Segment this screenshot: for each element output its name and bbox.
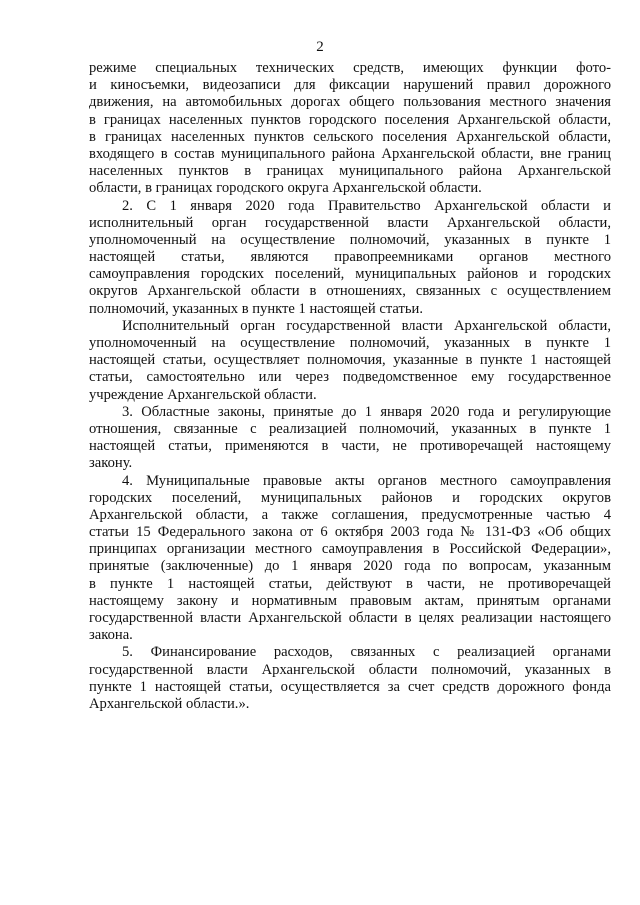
paragraph-item-2: [89, 198, 611, 318]
text-line: отношения, связанные с реализацией полномочий, указанных в пункте 1: [89, 420, 611, 437]
text-line: Архангельской области.».: [89, 695, 250, 712]
text-line: уполномоченный на осуществление полномочий, указанных в пункте 1: [89, 231, 611, 248]
text-line: области, в границах городского округа Архангельской области.: [89, 180, 482, 197]
text-line: режиме специальных технических средств, имеющих функции фото-: [89, 60, 611, 76]
text-line: движения, на автомобильных дорогах общего пользования местного значения: [89, 94, 611, 111]
page-number: 2: [316, 39, 324, 55]
text-line: городских поселений, муниципальных районов и городских округов: [89, 489, 611, 506]
text-line: настоящей статьи, применяются в части, не противоречащей настоящему: [89, 438, 611, 455]
text-line: 4. Муниципальные правовые акты органов местного самоуправления: [122, 472, 611, 489]
text-line: уполномоченный на осуществление полномочий, указанных в пункте 1: [89, 335, 611, 351]
text-line: 2. С 1 января 2020 года Правительство Архангельской области и: [122, 197, 611, 214]
text-line: округов Архангельской области в отношениях, связанных с осуществлением: [89, 283, 611, 300]
text-line: 3. Областные законы, принятые до 1 января 2020 года и регулирующие: [122, 403, 611, 420]
text-line: самоуправления городских поселений, муниципальных районов и городских: [89, 266, 611, 283]
text-line: принципах организации местного самоуправления в Российской Федерации»,: [89, 541, 611, 558]
paragraph-continuation: [89, 60, 611, 198]
text-line: Архангельской области, а также соглашения, предусмотренные частью 4: [89, 506, 611, 523]
text-line: полномочий, указанных в пункте 1 настоящей статьи.: [89, 300, 423, 317]
text-line: населенных пунктов в границах муниципального района Архангельской: [89, 163, 611, 180]
text-line: принятые (заключенные) до 1 января 2020 года по вопросам, указанным: [89, 558, 611, 575]
text-line: учреждение Архангельской области.: [89, 386, 317, 403]
text-line: статьи, самостоятельно или через подведомственное ему государственное: [89, 369, 611, 386]
text-line: закону.: [89, 455, 133, 472]
text-line: в границах населенных пунктов сельского поселения Архангельской области,: [89, 128, 611, 145]
text-line: настоящей статьи, являются правопреемниками органов местного: [89, 249, 611, 266]
text-line: государственной власти Архангельской области в целях реализации настоящего: [89, 610, 611, 626]
text-line: закона.: [89, 627, 133, 644]
paragraph-item-3: [89, 404, 611, 473]
text-line: исполнительный орган государственной власти Архангельской области,: [89, 214, 611, 231]
text-line: 5. Финансирование расходов, связанных с реализацией органами: [122, 644, 611, 661]
text-line: государственной власти Архангельской области полномочий, указанных в: [89, 661, 611, 678]
text-line: настоящей статьи, осуществляет полномочия, указанные в пункте 1 настоящей: [89, 352, 611, 369]
text-line: в пункте 1 настоящей статьи, действуют в части, не противоречащей: [89, 575, 611, 592]
text-line: входящего в состав муниципального района Архангельской области, вне границ: [89, 145, 611, 162]
paragraph-item-2-continued: [89, 318, 611, 404]
document-body: [89, 60, 611, 713]
text-line: Исполнительный орган государственной власти Архангельской области,: [122, 317, 611, 334]
text-line: и киносъемки, видеозаписи для фиксации нарушений правил дорожного: [89, 77, 611, 94]
text-line: настоящему закону и нормативным правовым актам, принятым органами: [89, 592, 611, 609]
text-line: статьи 15 Федерального закона от 6 октября 2003 года № 131-ФЗ «Об общих: [89, 524, 611, 541]
text-line: в границах населенных пунктов городского поселения Архангельской области,: [89, 111, 611, 128]
paragraph-item-5: [89, 644, 611, 713]
text-line: пункте 1 настоящей статьи, осуществляется за счет средств дорожного фонда: [89, 678, 611, 695]
paragraph-item-4: [89, 473, 611, 645]
